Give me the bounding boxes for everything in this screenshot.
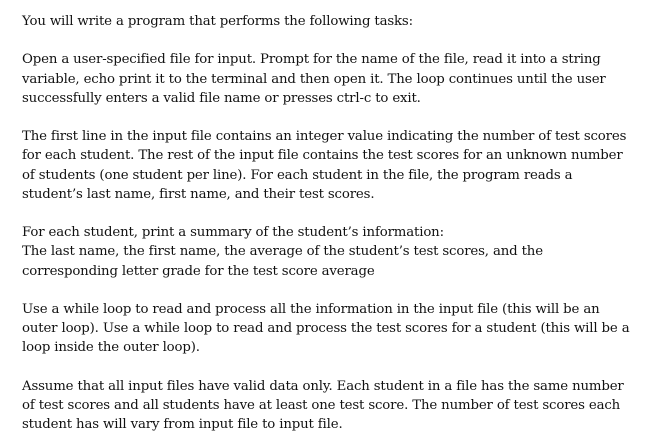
paragraph-line: Open a user-specified file for input. Prompt for the name of the file, read it into a string xyxy=(22,52,601,68)
paragraph-assumptions xyxy=(22,377,653,435)
paragraph-line: outer loop). Use a while loop to read and process the test scores for a student (this will be a xyxy=(22,321,630,337)
paragraph-line: loop inside the outer loop). xyxy=(22,340,200,356)
paragraph-line: corresponding letter grade for the test score average xyxy=(22,263,375,279)
paragraph-while-loops xyxy=(22,300,653,358)
paragraph-open-file xyxy=(22,50,653,108)
paragraph-line: of test scores and all students have at least one test score. The number of test scores each xyxy=(22,397,621,413)
paragraph-line: student’s last name, first name, and their test scores. xyxy=(22,186,375,202)
paragraph-line: successfully enters a valid file name or presses ctrl-c to exit. xyxy=(22,90,421,106)
paragraph-line: You will write a program that performs the following tasks: xyxy=(22,14,413,29)
paragraph-line: student has will vary from input file to input file. xyxy=(22,417,343,433)
paragraph-line: The first line in the input file contains an integer value indicating the number of test scores xyxy=(22,129,627,145)
paragraph-line: Assume that all input files have valid data only. Each student in a file has the same number xyxy=(22,378,624,394)
paragraph-input-format xyxy=(22,127,653,204)
paragraph-line: Use a while loop to read and process all the information in the input file (this will be an xyxy=(22,301,600,317)
paragraph-line: For each student, print a summary of the student’s information: xyxy=(22,225,444,241)
paragraph-summary xyxy=(22,223,653,281)
paragraph-line: The last name, the first name, the average of the student’s test scores, and the xyxy=(22,244,543,260)
paragraph-line: variable, echo print it to the terminal and then open it. The loop continues until the user xyxy=(22,71,606,87)
paragraph-line: for each student. The rest of the input file contains the test scores for an unknown number xyxy=(22,148,623,164)
paragraph-line: of students (one student per line). For each student in the file, the program reads a xyxy=(22,167,573,183)
paragraph-intro xyxy=(22,12,653,31)
